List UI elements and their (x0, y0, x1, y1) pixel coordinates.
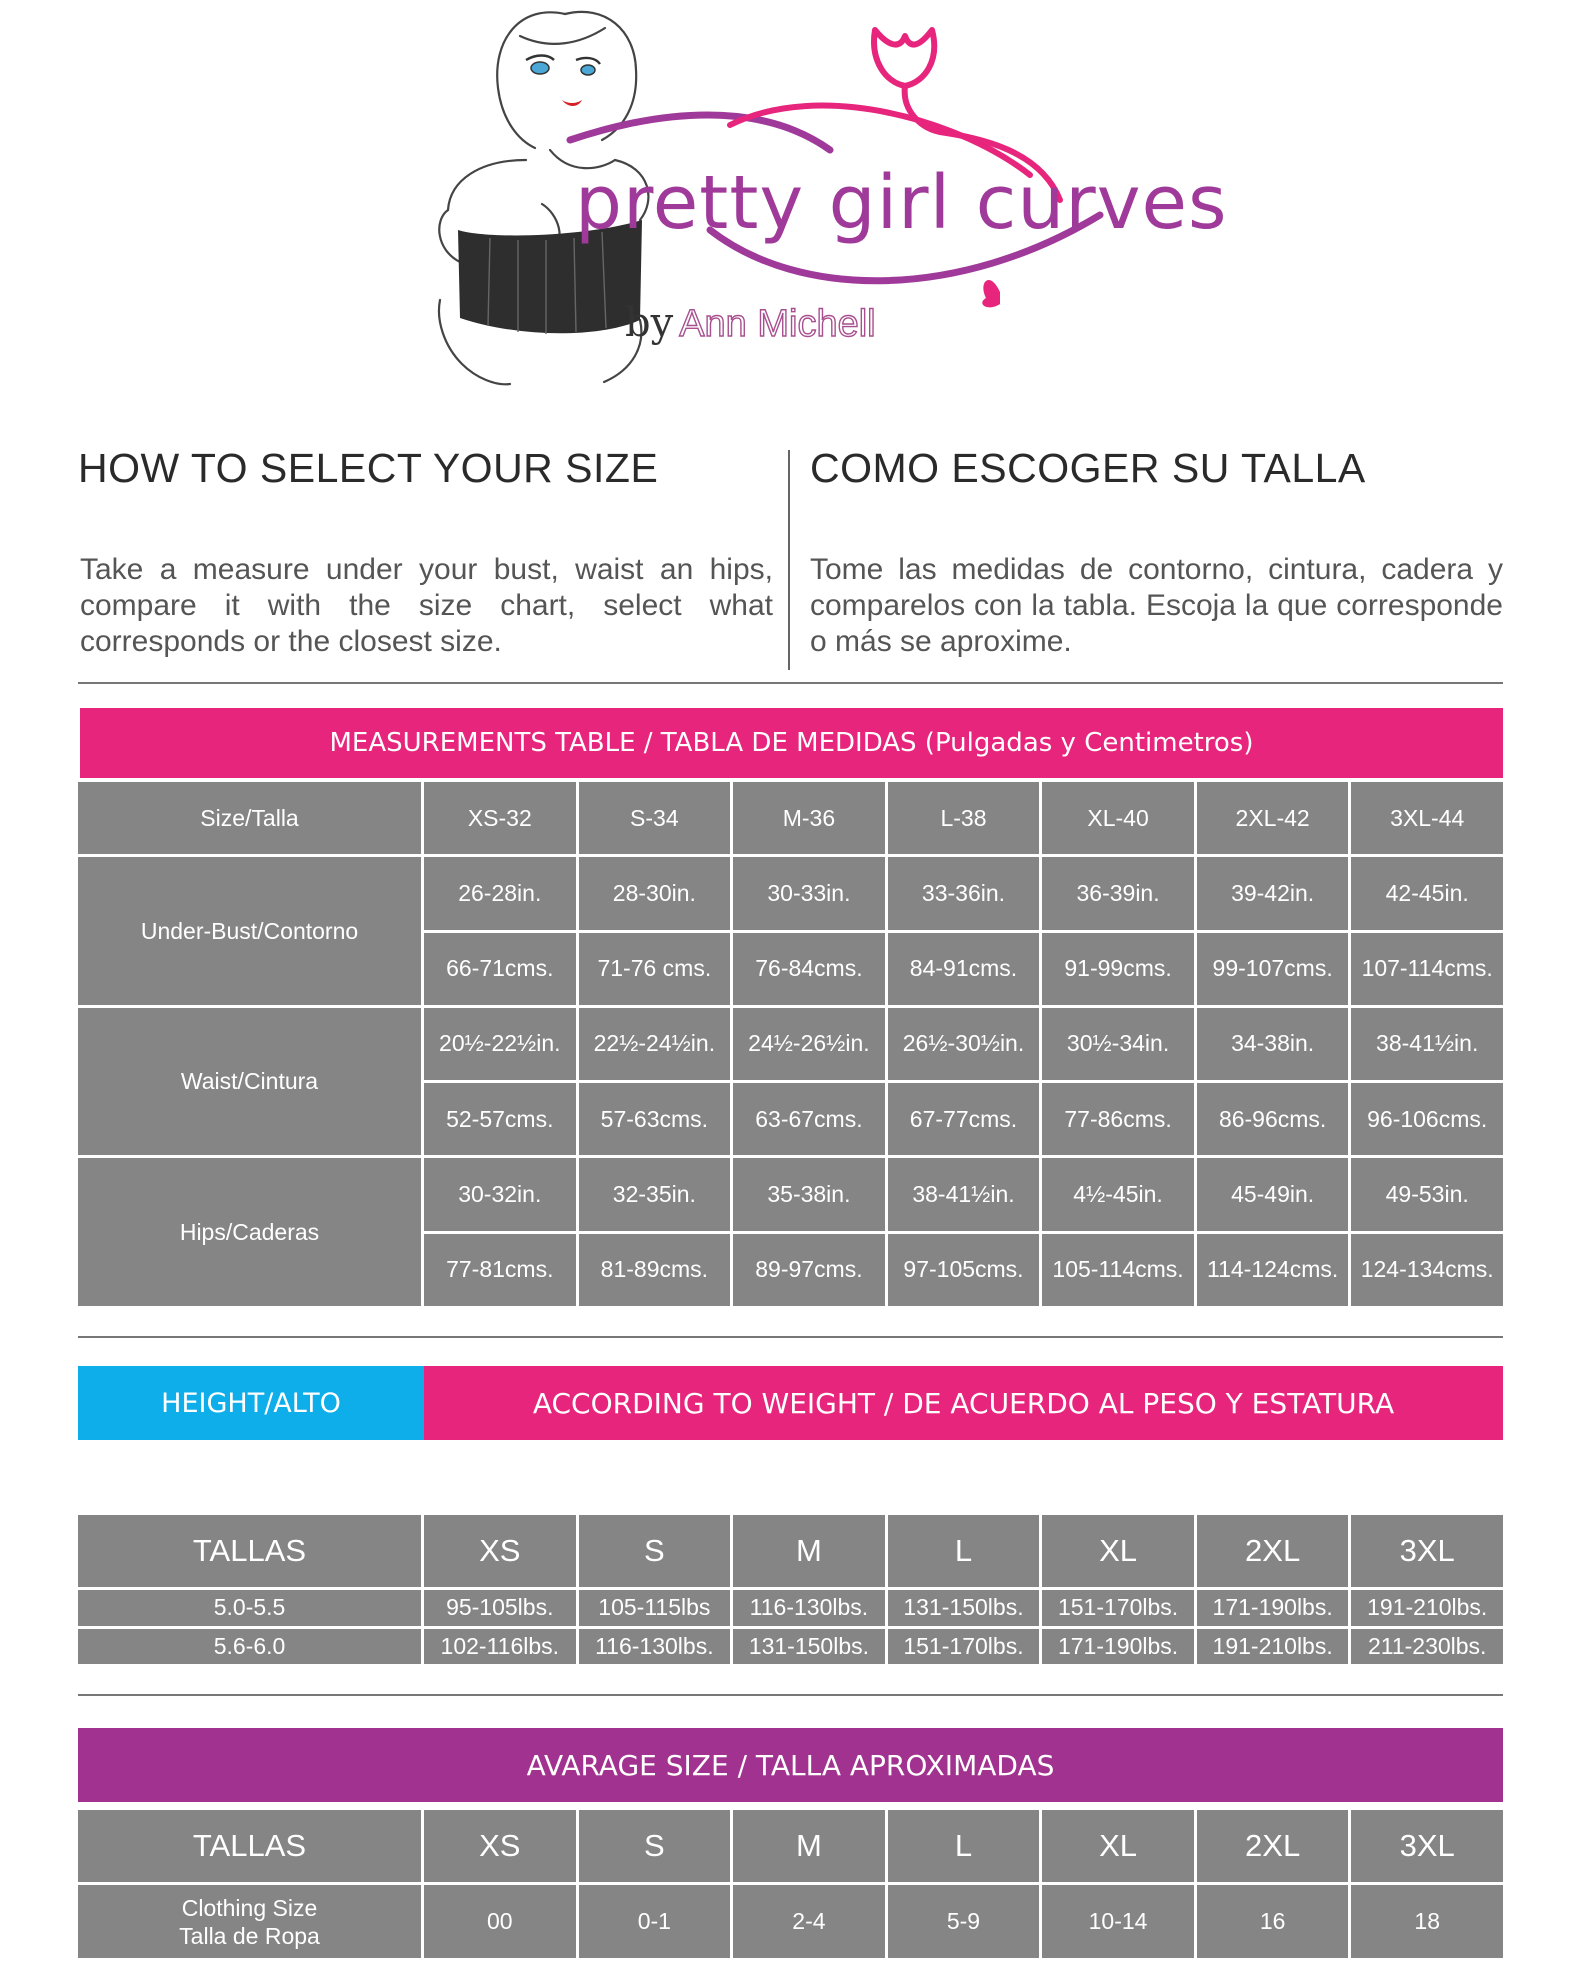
table-cell: 26½-30½in. (888, 1008, 1040, 1080)
table-cell: 81-89cms. (579, 1234, 731, 1306)
table-cell: 77-81cms. (424, 1234, 576, 1306)
weight-banner: ACCORDING TO WEIGHT / DE ACUERDO AL PESO Y ESTATURA (424, 1366, 1503, 1440)
size-header-cell: L (888, 1810, 1040, 1882)
table-cell: 2-4 (733, 1885, 885, 1958)
table-cell: 30-32in. (424, 1158, 576, 1230)
size-header-cell: L (888, 1515, 1040, 1587)
table-cell: 211-230lbs. (1351, 1629, 1503, 1665)
size-header-cell: XL (1042, 1810, 1194, 1882)
table-cell: 84-91cms. (888, 933, 1040, 1005)
table-cell: 16 (1197, 1885, 1349, 1958)
divider-rule (78, 682, 1503, 684)
brand-byline (625, 300, 876, 346)
tallas-header-label: TALLAS (78, 1810, 421, 1882)
table-cell: 22½-24½in. (579, 1008, 731, 1080)
table-cell: 26-28in. (424, 857, 576, 929)
table-cell: 33-36in. (888, 857, 1040, 929)
table-cell: 00 (424, 1885, 576, 1958)
row-label-hips: Hips/Caderas (78, 1158, 421, 1306)
table-cell: 102-116lbs. (424, 1629, 576, 1665)
spanish-title: COMO ESCOGER SU TALLA (810, 445, 1366, 491)
table-cell: 57-63cms. (579, 1083, 731, 1155)
table-cell: 66-71cms. (424, 933, 576, 1005)
table-cell: 36-39in. (1042, 857, 1194, 929)
size-header-cell: S (579, 1515, 731, 1587)
tallas-header-label: TALLAS (78, 1515, 421, 1587)
table-cell: 131-150lbs. (888, 1590, 1040, 1626)
measurements-table (78, 782, 1503, 1306)
table-cell: 20½-22½in. (424, 1008, 576, 1080)
table-cell: 116-130lbs. (579, 1629, 731, 1665)
table-cell: 38-41½in. (1351, 1008, 1503, 1080)
size-header-cell: 3XL (1351, 1810, 1503, 1882)
table-cell: 0-1 (579, 1885, 731, 1958)
size-header-cell: S (579, 1810, 731, 1882)
size-header-label: Size/Talla (78, 782, 421, 854)
table-cell: 191-210lbs. (1197, 1629, 1349, 1665)
table-cell: 95-105lbs. (424, 1590, 576, 1626)
table-cell: 5-9 (888, 1885, 1040, 1958)
table-cell: 91-99cms. (1042, 933, 1194, 1005)
size-header-cell: XL (1042, 1515, 1194, 1587)
byline-maker: Ann Michell (679, 303, 876, 345)
table-cell: 114-124cms. (1197, 1234, 1349, 1306)
size-header-cell: S-34 (579, 782, 731, 854)
table-cell: 30-33in. (733, 857, 885, 929)
table-cell: 86-96cms. (1197, 1083, 1349, 1155)
size-header-cell: 3XL-44 (1351, 782, 1503, 854)
english-instructions: Take a measure under your bust, waist an hips, compare it with the size chart, select what corresponds or the closest size. (80, 553, 773, 658)
row-label-under-bust: Under-Bust/Contorno (78, 857, 421, 1005)
table-cell: 105-114cms. (1042, 1234, 1194, 1306)
table-cell: 4½-45in. (1042, 1158, 1194, 1230)
size-header-cell: XS (424, 1515, 576, 1587)
size-header-cell: M (733, 1810, 885, 1882)
table-cell: 171-190lbs. (1197, 1590, 1349, 1626)
brand-name: pretty girl curves (575, 160, 1228, 246)
table-cell: 45-49in. (1197, 1158, 1349, 1230)
size-header-cell: XS (424, 1810, 576, 1882)
table-cell: 28-30in. (579, 857, 731, 929)
column-divider (788, 450, 790, 670)
spanish-instructions: Tome las medidas de contorno, cintura, cadera y comparelos con la tabla. Escoja la que corresponde o más se aproxime. (810, 553, 1503, 658)
table-cell: 97-105cms. (888, 1234, 1040, 1306)
table-cell: 99-107cms. (1197, 933, 1349, 1005)
table-cell: 124-134cms. (1351, 1234, 1503, 1306)
height-row-label: 5.0-5.5 (78, 1590, 421, 1626)
row-label-waist: Waist/Cintura (78, 1008, 421, 1156)
table-cell: 71-76 cms. (579, 933, 731, 1005)
table-cell: 96-106cms. (1351, 1083, 1503, 1155)
table-cell: 30½-34in. (1042, 1008, 1194, 1080)
size-header-cell: M (733, 1515, 885, 1587)
table-cell: 105-115lbs (579, 1590, 731, 1626)
table-cell: 76-84cms. (733, 933, 885, 1005)
table-cell: 191-210lbs. (1351, 1590, 1503, 1626)
height-row-label: 5.6-6.0 (78, 1629, 421, 1665)
table-cell: 18 (1351, 1885, 1503, 1958)
table-cell: 171-190lbs. (1042, 1629, 1194, 1665)
table-cell: 107-114cms. (1351, 933, 1503, 1005)
table-cell: 38-41½in. (888, 1158, 1040, 1230)
divider-rule (78, 1694, 1503, 1696)
table-cell: 42-45in. (1351, 857, 1503, 929)
size-header-cell: 3XL (1351, 1515, 1503, 1587)
table-cell: 52-57cms. (424, 1083, 576, 1155)
size-header-cell: XS-32 (424, 782, 576, 854)
size-header-cell: XL-40 (1042, 782, 1194, 854)
size-header-cell: L-38 (888, 782, 1040, 854)
table-cell: 67-77cms. (888, 1083, 1040, 1155)
average-size-table (78, 1810, 1503, 1958)
size-header-cell: M-36 (733, 782, 885, 854)
height-banner: HEIGHT/ALTO (78, 1366, 424, 1440)
table-cell: 39-42in. (1197, 857, 1349, 929)
table-cell: 77-86cms. (1042, 1083, 1194, 1155)
table-cell: 116-130lbs. (733, 1590, 885, 1626)
size-header-cell: 2XL (1197, 1515, 1349, 1587)
english-title: HOW TO SELECT YOUR SIZE (78, 445, 659, 491)
size-header-cell: 2XL-42 (1197, 782, 1349, 854)
table-cell: 89-97cms. (733, 1234, 885, 1306)
table-cell: 10-14 (1042, 1885, 1194, 1958)
table-cell: 151-170lbs. (888, 1629, 1040, 1665)
table-cell: 49-53in. (1351, 1158, 1503, 1230)
table-cell: 131-150lbs. (733, 1629, 885, 1665)
table-cell: 63-67cms. (733, 1083, 885, 1155)
table-cell: 35-38in. (733, 1158, 885, 1230)
size-header-cell: 2XL (1197, 1810, 1349, 1882)
byline-by: by (625, 300, 674, 346)
table-cell: 24½-26½in. (733, 1008, 885, 1080)
table-cell: 34-38in. (1197, 1008, 1349, 1080)
table-cell: 32-35in. (579, 1158, 731, 1230)
measurements-banner: MEASUREMENTS TABLE / TABLA DE MEDIDAS (Pulgadas y Centimetros) (80, 708, 1503, 778)
clothing-size-label: Clothing Size Talla de Ropa (78, 1885, 421, 1958)
divider-rule (78, 1336, 1503, 1338)
table-cell: 151-170lbs. (1042, 1590, 1194, 1626)
average-size-banner: AVARAGE SIZE / TALLA APROXIMADAS (78, 1728, 1503, 1802)
weight-table (78, 1515, 1503, 1664)
